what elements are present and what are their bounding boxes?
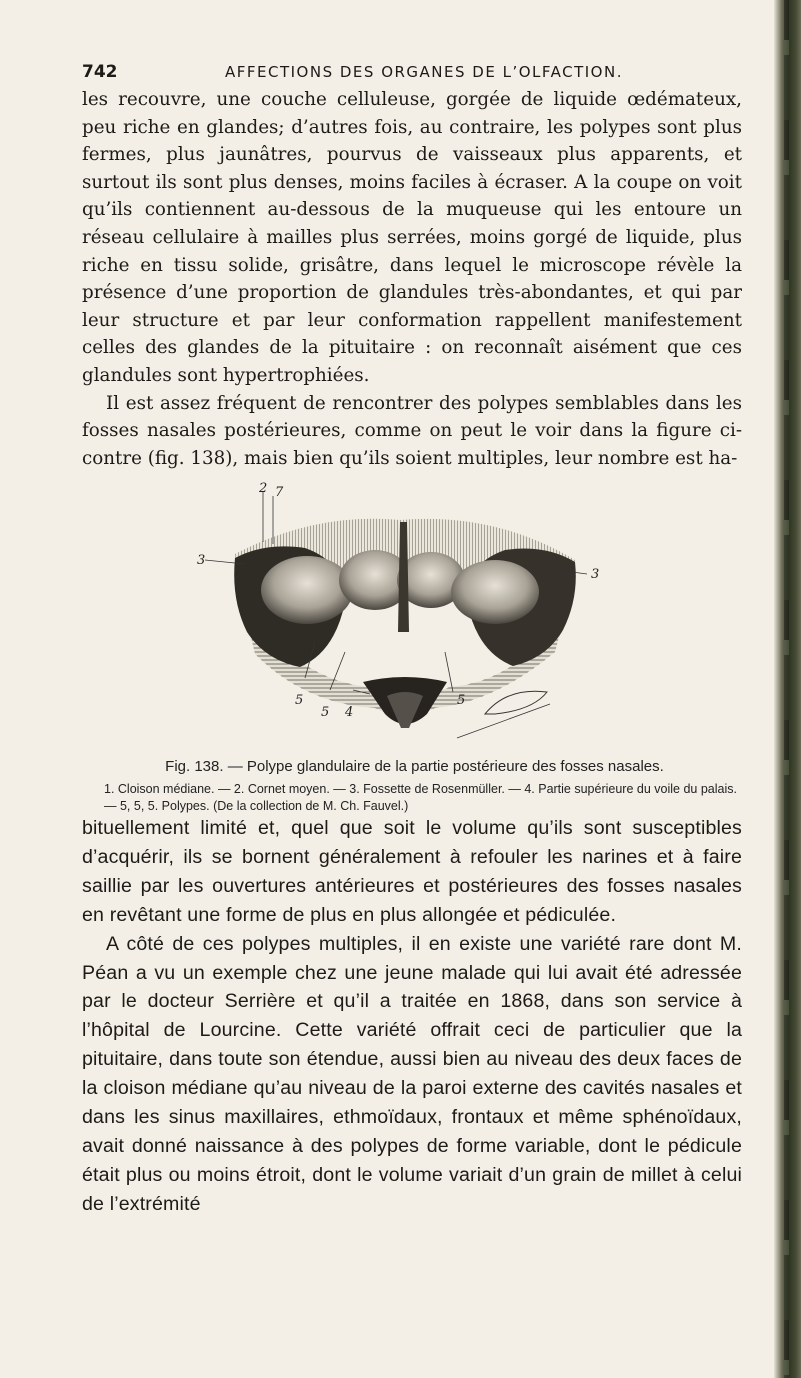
page-number: 742 <box>82 62 118 82</box>
figure-caption <box>82 758 747 815</box>
body-text-bottom <box>82 814 742 1219</box>
running-title: AFFECTIONS DES ORGANES DE L’OLFACTION. <box>225 63 623 81</box>
polyp-illustration <box>195 482 615 744</box>
anatomical-figure <box>195 482 615 744</box>
paragraph: Il est assez fréquent de rencontrer des polypes semblables dans les fosses nasales postérieures, comme on peut le voir dans la figure ci-contre (fig. 138), mais bien qu’ils soient multiples, leur nombre est ha- <box>82 392 742 469</box>
caption-title: Fig. 138. — Polype glandulaire de la partie postérieure des fosses nasales. <box>165 758 664 775</box>
label-5c: 5 <box>457 693 466 708</box>
paragraph: les recouvre, une couche celluleuse, gorgée de liquide œdémateux, peu riche en glandes; d’autres fois, au contraire, les polypes sont plus fermes, plus jaunâtres, pourvus de vaisseaux plus apparents, et surtout ils sont plus denses, moins faciles à écraser. A la coupe on voit qu’ils contiennent au-dessous de la muqueuse qui les entoure un réseau cellulaire à mailles plus serrées, moins gorgé de liquide, plus riche en tissu solide, grisâtre, dans lequel le microscope révèle la présence d’une proportion de glandules très-abondantes, et qui par leur structure et par leur conformation rappellent manifestement celles des glandes de la pituitaire : on reconnaît aisément que ces glandules sont hypertrophiées. <box>82 89 742 386</box>
label-3-right: 3 <box>591 567 600 582</box>
paragraph: bituellement limité et, quel que soit le volume qu’ils sont susceptibles d’acquérir, ils se bornent généralement à refouler les narines et à faire saillie par les ouvertures antérieures et postérieures des fosses nasales en revêtant une forme de plus en plus allongée et pédiculée. <box>82 817 742 926</box>
label-7: 7 <box>275 485 284 500</box>
label-4: 4 <box>345 705 354 720</box>
paragraph: A côté de ces polypes multiples, il en existe une variété rare dont M. Péan a vu un exemple chez une jeune malade qui lui avait été adressée par le docteur Serrière et qu’il a traitée en 1868, dans son service à l’hôpital de Lourcine. Cette variété offrait ceci de particulier que la pituitaire, dans toute son étendue, aussi bien au niveau des deux faces de la cloison médiane qu’au niveau de la paroi externe des cavités nasales et dans les sinus maxillaires, ethmoïdaux, frontaux et même sphénoïdaux, avait donné naissance à des polypes de forme variable, dont le pédicule était plus ou moins étroit, dont le volume variait d’un grain de millet à celui de l’extrémité <box>82 932 742 1215</box>
label-5a: 5 <box>295 693 304 708</box>
polyp-left <box>261 556 353 624</box>
leaf-ornament <box>485 691 547 714</box>
label-2: 2 <box>259 482 268 496</box>
label-3-left: 3 <box>197 553 206 568</box>
caption-legend: 1. Cloison médiane. — 2. Cornet moyen. — 3. Fossette de Rosenmüller. — 4. Partie supérieure du voile du palais. — 5, 5, 5. Polypes. (De la collection de M. Ch. Fauvel.) <box>104 782 737 813</box>
book-binding-edge <box>774 0 801 1378</box>
body-text-top <box>82 86 742 472</box>
label-5b: 5 <box>321 705 330 720</box>
page-header <box>82 62 742 86</box>
polyp-right <box>451 560 539 624</box>
